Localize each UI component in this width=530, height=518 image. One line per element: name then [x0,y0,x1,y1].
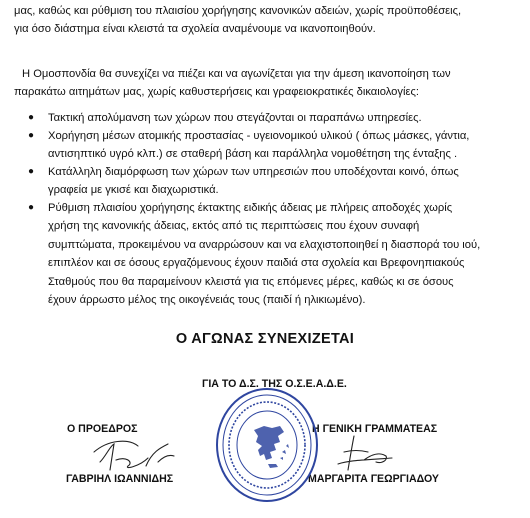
list-item-line: επιπλέον και σε όσους εργαζόμενους έχουν παιδιά στα σχολεία και Βρεφονηπιακούς [48,257,465,270]
list-item-line: Χορήγηση μέσων ατομικής προστασίας - υγειονομικού υλικού ( όπως μάσκες, γάντια, [48,130,470,142]
secretary-title: Η ΓΕΝΙΚΗ ΓΡΑΜΜΑΤΕΑΣ [312,423,438,435]
list-item-text [48,127,516,164]
list-item-line: έχουν άρρωστο μέλος της οικογένειάς τους (παιδί ή ηλικιωμένο). [48,294,366,307]
greece-map-icon [254,426,289,468]
bullet-icon: ● [27,202,35,213]
intro-line-1: μας, καθώς και ρύθμιση του πλαισίου χορήγησης κανονικών αδειών, χωρίς προϋποθέσεις, [14,5,462,17]
bullet-icon: ● [27,130,35,141]
list-item-line: χρήση της κανονικής άδειας, εκτός από τις περιπτώσεις που έχουν συναφή [48,220,420,233]
federation-seal [214,386,320,504]
president-title: Ο ΠΡΟΕΔΡΟΣ [67,423,138,435]
list-item [26,109,516,127]
president-name: ΓΑΒΡΙΗΛ ΙΩΑΝΝΙΔΗΣ [66,473,174,485]
slogan-heading: Ο ΑΓΩΝΑΣ ΣΥΝΕΧΙΖΕΤΑΙ [175,331,355,347]
list-item-text [48,163,516,200]
secretary-name: ΜΑΡΓΑΡΙΤΑ ΓΕΩΡΓΙΑΔΟΥ [308,473,439,485]
list-item-line: Σταθμούς που θα παραμείνουν κλειστά για τις επόμενες μέρες, καθώς κι σε όσους [48,275,454,288]
list-item [26,127,516,163]
secretary-signature [326,430,406,476]
board-line: ΓΙΑ ΤΟ Δ.Σ. ΤΗΣ Ο.Σ.Ε.Α.Δ.Ε. [202,378,347,390]
bullet-icon: ● [27,112,35,123]
list-item-line: συμπτώματα, προκειμένου να αναρρώσουν και να ελαχιστοποιηθεί η διασπορά του ιού, [48,238,481,251]
intro-line-2: για όσο διάστημα είναι κλειστά τα σχολεία αναμένουμε να ικανοποιηθούν. [14,23,376,35]
demand-line-2: παρακάτω αιτημάτων μας, χωρίς καθυστερήσεις και γραφειοκρατικές δικαιολογίες: [14,86,419,98]
list-item-line: αντισηπτικό υγρό κλπ.) σε σταθερή βάση και παράλληλα νομοθέτηση της ένταξης . [48,148,458,161]
list-item-text [48,199,516,309]
list-item-line: γραφεία με γκισέ και διαχωριστικά. [48,184,219,197]
list-item-line: Τακτική απολύμανση των χώρων που στεγάζονται οι παραπάνω υπηρεσίες. [48,112,422,124]
list-item [26,199,516,308]
bullet-icon: ● [27,166,35,177]
demand-line-1: Η Ομοσπονδία θα συνεχίζει να πιέζει και να αγωνίζεται για την άμεση ικανοποίηση των [22,68,451,80]
president-signature [88,432,178,476]
list-item-text [48,109,516,127]
list-item-line: Κατάλληλη διαμόρφωση των χώρων των υπηρεσιών που υποδέχονται κοινό, όπως [48,166,459,178]
list-item-line: Ρύθμιση πλαισίου χορήγησης έκτακτης ειδικής άδειας με πλήρεις αποδοχές χωρίς [48,202,453,214]
list-item [26,163,516,199]
